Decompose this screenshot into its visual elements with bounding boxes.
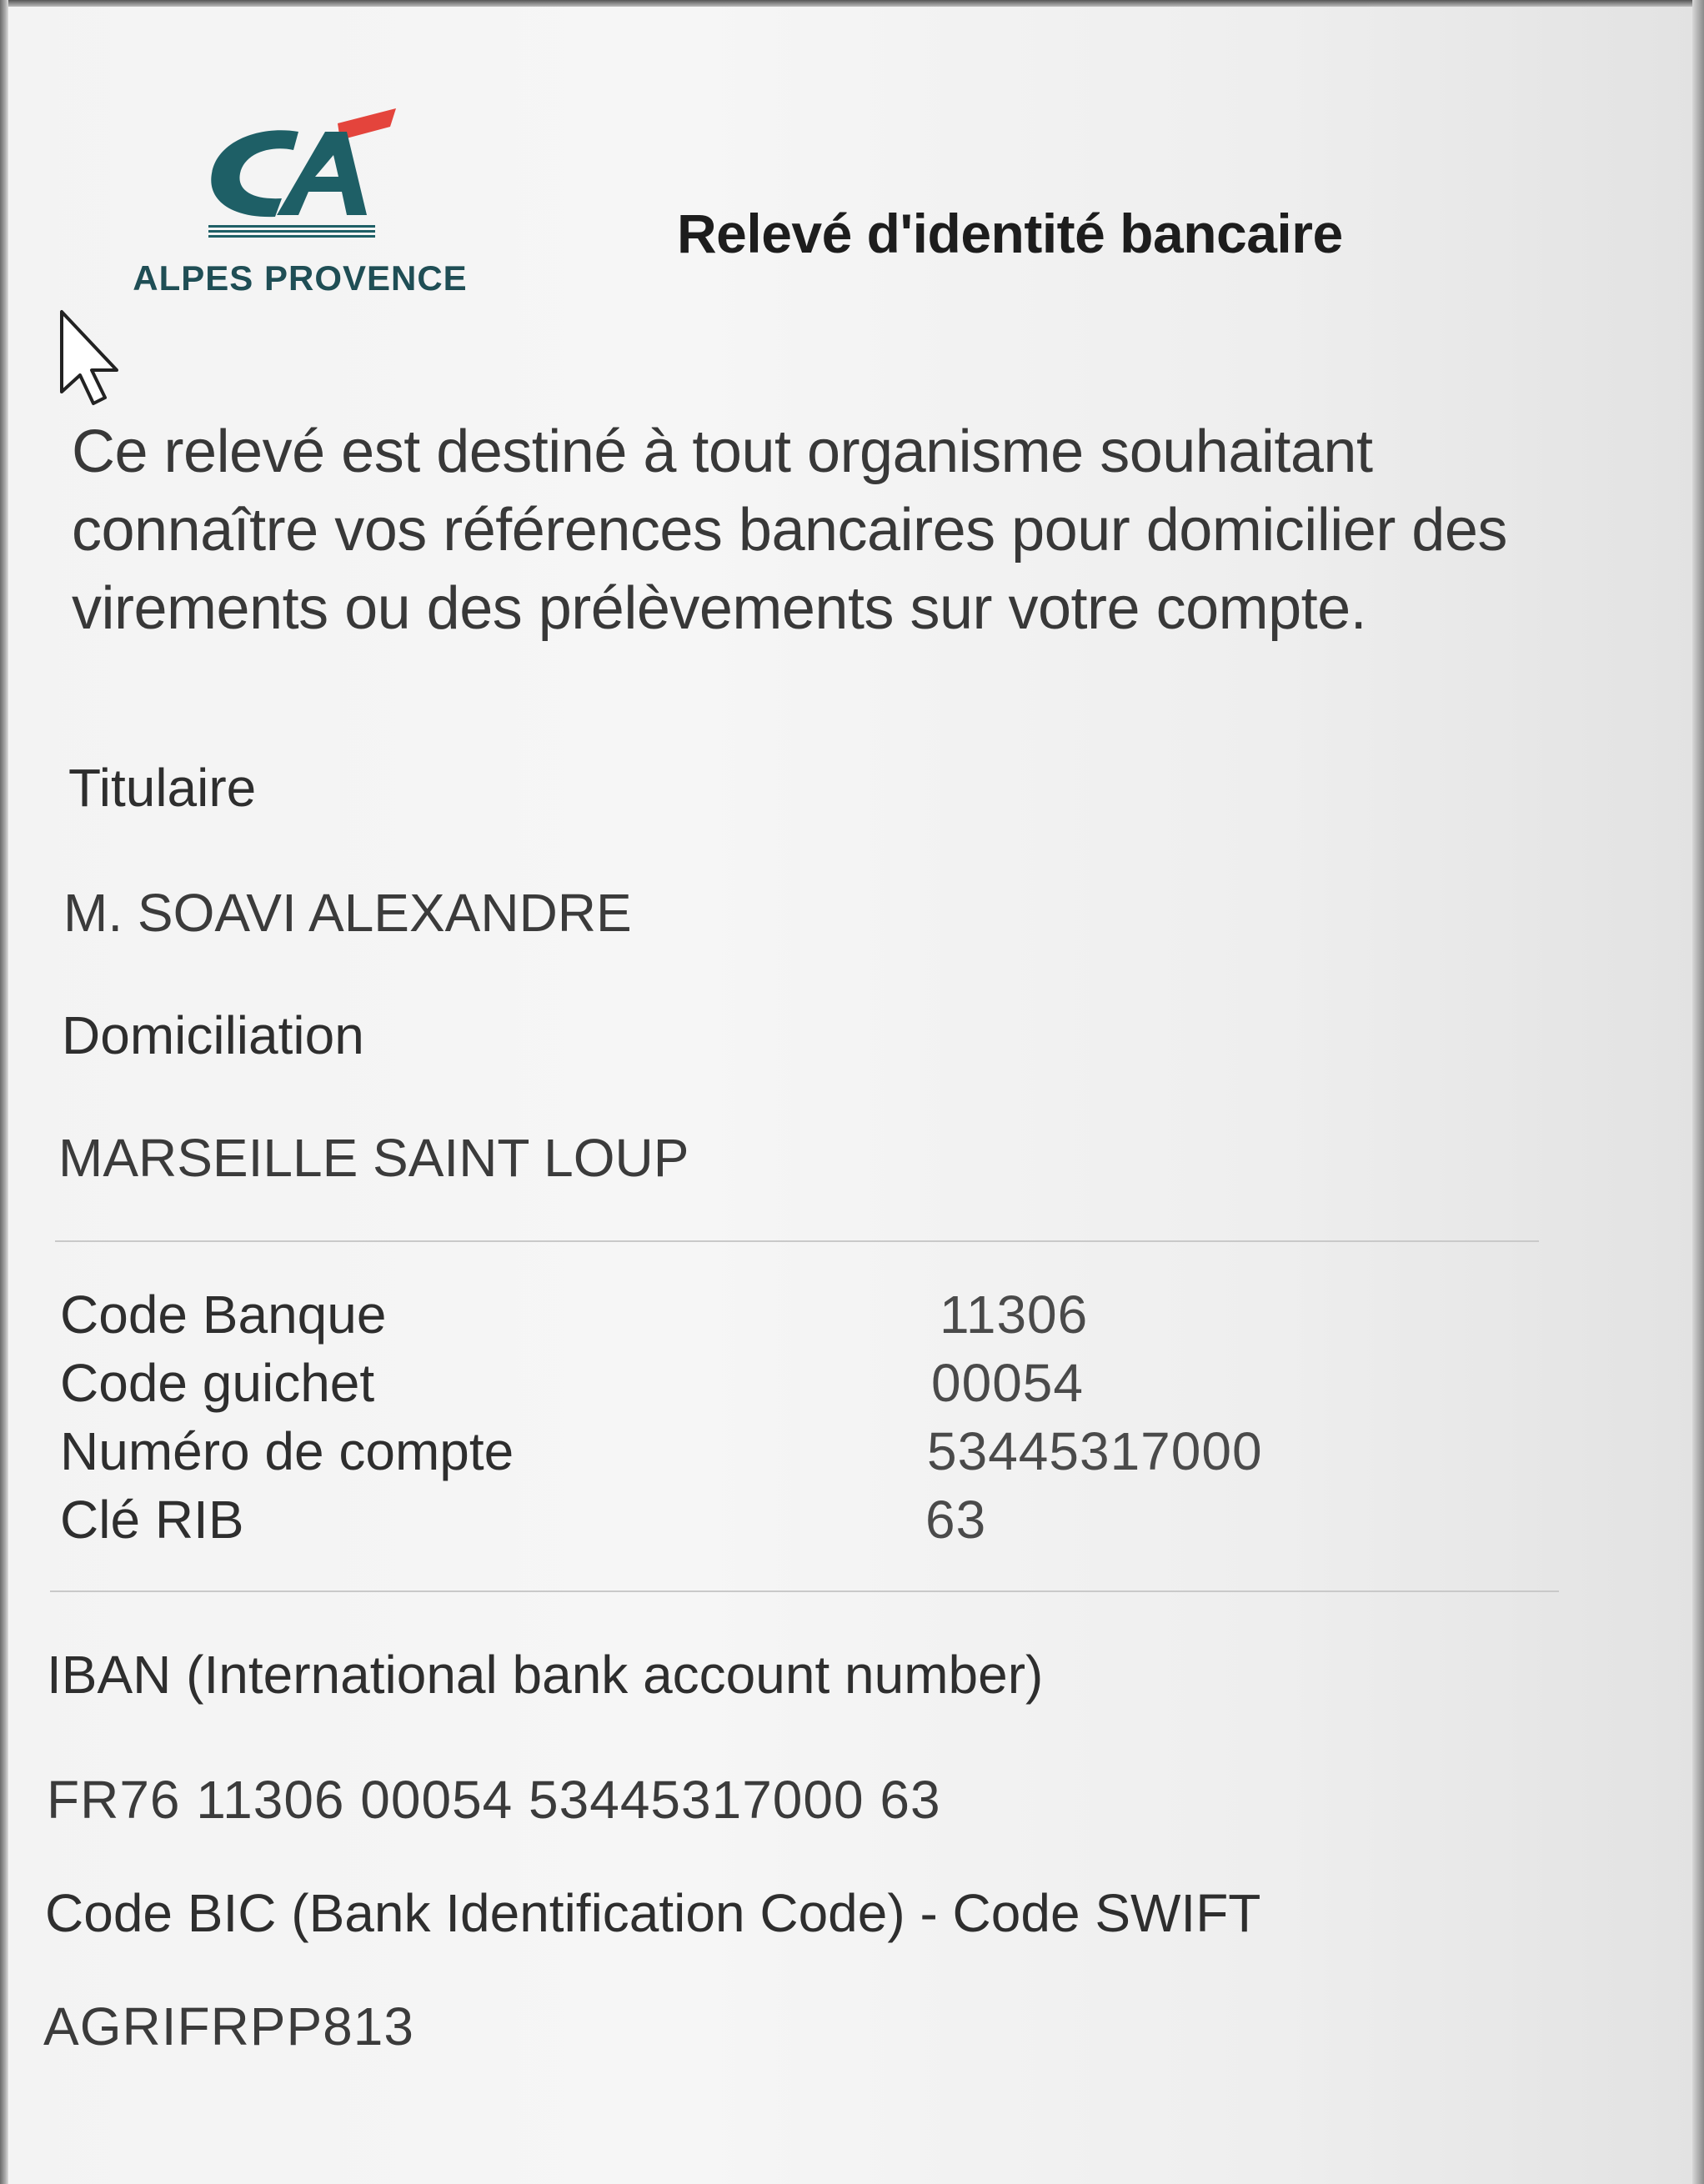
iban-label: IBAN (International bank account number): [47, 1645, 1044, 1705]
rib-value: 53445317000: [927, 1421, 1263, 1481]
rib-value: 63: [925, 1490, 987, 1550]
screen-top-edge: [0, 0, 1704, 7]
rib-row: [60, 1284, 1311, 1354]
rib-row: [60, 1489, 1311, 1559]
rib-label: Code Banque: [60, 1285, 387, 1345]
screen-left-edge: [0, 0, 8, 2184]
holder-value: M. SOAVI ALEXANDRE: [63, 883, 632, 943]
divider-bottom: [50, 1590, 1559, 1592]
domiciliation-label: Domiciliation: [62, 1005, 364, 1065]
screen-right-edge: [1692, 0, 1704, 2184]
domiciliation-value: MARSEILLE SAINT LOUP: [58, 1128, 689, 1188]
document-title: Relevé d'identité bancaire: [677, 203, 1343, 264]
logo-text: ALPES PROVENCE: [133, 258, 468, 298]
rib-row: [60, 1352, 1311, 1422]
intro-paragraph: Ce relevé est destiné à tout organisme souhaitant connaître vos références bancaires pour domicilier des virements ou des prélèvements sur votre compte.: [72, 418, 1507, 642]
rib-label: Numéro de compte: [60, 1421, 514, 1481]
credit-agricole-logo: [200, 108, 400, 233]
holder-label: Titulaire: [68, 758, 257, 818]
rib-label: Code guichet: [60, 1353, 375, 1413]
iban-value: FR76 11306 00054 53445317000 63: [47, 1770, 941, 1830]
bic-label: Code BIC (Bank Identification Code) - Code SWIFT: [45, 1883, 1261, 1943]
rib-value: 00054: [931, 1353, 1084, 1413]
divider-top: [55, 1240, 1539, 1242]
rib-label: Clé RIB: [60, 1490, 244, 1550]
rib-row: [60, 1420, 1311, 1490]
bank-logo: [108, 108, 492, 308]
bic-value: AGRIFRPP813: [43, 1996, 414, 2056]
rib-value: 11306: [940, 1285, 1089, 1345]
logo-stripes: [208, 225, 375, 238]
mouse-pointer-icon: [58, 308, 125, 408]
